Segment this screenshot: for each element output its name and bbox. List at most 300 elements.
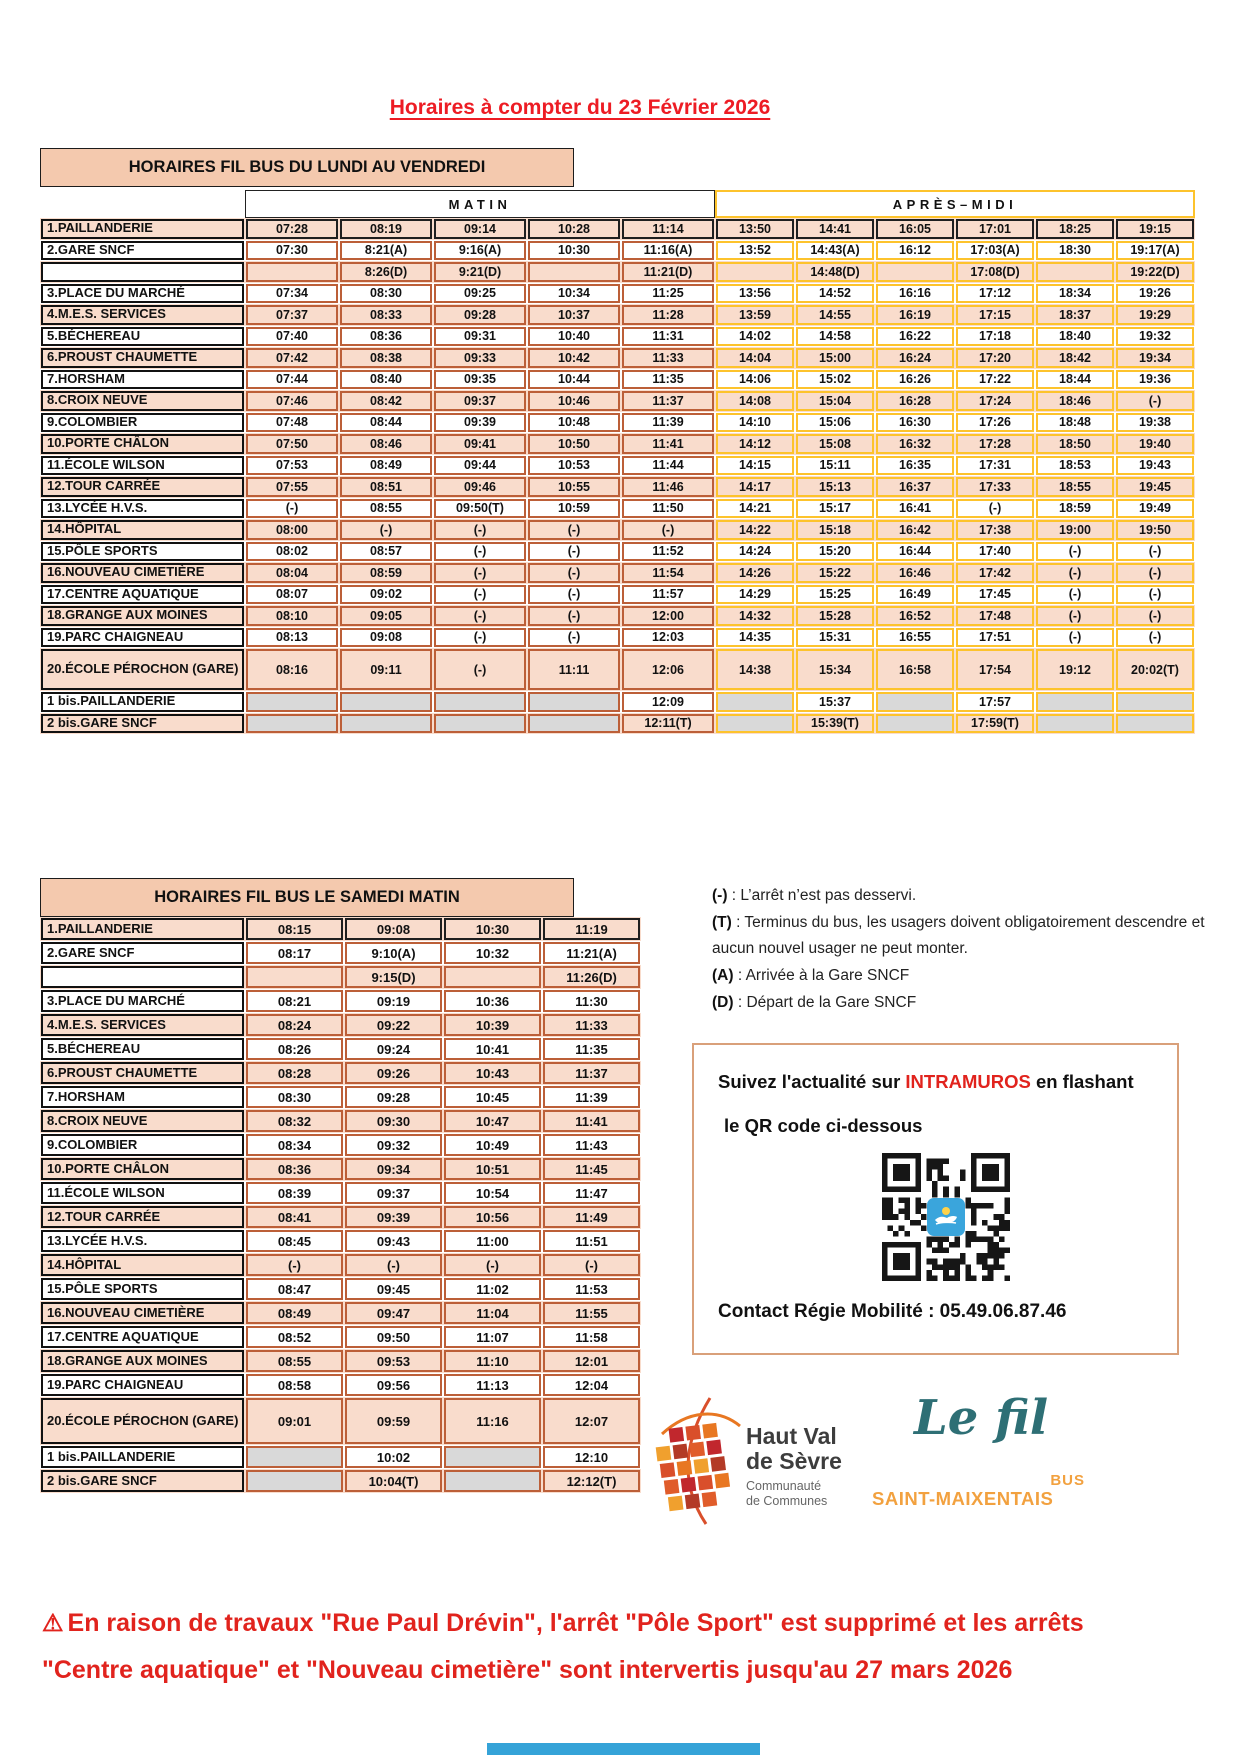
stop-name-cell: 6.PROUST CHAUMETTE: [41, 348, 244, 368]
time-cell: [1116, 714, 1194, 734]
stop-name-cell: 1.PAILLANDERIE: [41, 918, 244, 940]
time-cell: 11:13: [444, 1374, 541, 1396]
time-cell: 17:12: [956, 284, 1034, 304]
time-cell: 09:31: [434, 327, 526, 347]
time-cell: 11:26(D): [543, 966, 640, 988]
time-cell: 12:10: [543, 1446, 640, 1468]
time-cell: 09:53: [345, 1350, 442, 1372]
time-cell: 18:30: [1036, 241, 1114, 261]
time-cell: 08:42: [340, 391, 432, 411]
table-row: [40, 412, 1195, 434]
stop-name-cell: 14.HÔPITAL: [41, 1254, 244, 1276]
time-cell: 18:50: [1036, 434, 1114, 454]
time-cell: 12:03: [622, 628, 714, 648]
time-cell: 09:24: [345, 1038, 442, 1060]
info-title-line2: le QR code ci-dessous: [724, 1115, 923, 1136]
time-cell: 11:16: [444, 1398, 541, 1444]
time-cell: 11:43: [543, 1134, 640, 1156]
time-cell: (-): [246, 499, 338, 519]
time-cell: 09:14: [434, 219, 526, 239]
time-cell: 14:26: [716, 563, 794, 583]
time-cell: [716, 714, 794, 734]
stop-name-cell: 13.LYCÉE H.V.S.: [41, 499, 244, 519]
time-cell: 09:43: [345, 1230, 442, 1252]
time-cell: (-): [956, 499, 1034, 519]
time-cell: 11:51: [543, 1230, 640, 1252]
time-cell: 17:45: [956, 585, 1034, 605]
legend-item-arrival: [712, 963, 1212, 989]
contact-phone: Contact Régie Mobilité : 05.49.06.87.46: [718, 1301, 1067, 1322]
stop-name-cell: 8.CROIX NEUVE: [41, 1110, 244, 1132]
table-row: [40, 218, 1195, 240]
time-cell: 17:31: [956, 456, 1034, 476]
time-cell: [1036, 262, 1114, 282]
time-cell: 07:28: [246, 219, 338, 239]
time-cell: 16:55: [876, 628, 954, 648]
time-cell: 11:41: [622, 434, 714, 454]
time-cell: 18:53: [1036, 456, 1114, 476]
time-cell: 16:58: [876, 649, 954, 690]
time-cell: 18:46: [1036, 391, 1114, 411]
time-cell: 11:14: [622, 219, 714, 239]
time-cell: 15:08: [796, 434, 874, 454]
time-cell: 11:52: [622, 542, 714, 562]
time-cell: 15:04: [796, 391, 874, 411]
info-title: Suivez l'actualité sur INTRAMUROS en flashant: [718, 1071, 1134, 1092]
time-cell: 10:40: [528, 327, 620, 347]
table-row: [40, 369, 1195, 391]
stop-name-cell: 7.HORSHAM: [41, 370, 244, 390]
stop-name-cell: 9.COLOMBIER: [41, 413, 244, 433]
stop-name-cell: 9.COLOMBIER: [41, 1134, 244, 1156]
legend-prefix: (T): [712, 914, 732, 931]
time-cell: 11:39: [543, 1086, 640, 1108]
table-row: [40, 1277, 641, 1301]
stop-name-cell: 20.ÉCOLE PÉROCHON (GARE): [41, 649, 244, 690]
time-cell: [876, 714, 954, 734]
time-cell: 14:04: [716, 348, 794, 368]
time-cell: (-): [1036, 585, 1114, 605]
time-cell: 18:34: [1036, 284, 1114, 304]
time-cell: 15:06: [796, 413, 874, 433]
time-cell: 08:55: [340, 499, 432, 519]
time-cell: 17:08(D): [956, 262, 1034, 282]
time-cell: 16:35: [876, 456, 954, 476]
time-cell: 08:45: [246, 1230, 343, 1252]
time-cell: 14:41: [796, 219, 874, 239]
time-cell: 19:36: [1116, 370, 1194, 390]
table-row: [40, 965, 641, 989]
time-cell: 13:50: [716, 219, 794, 239]
period-header-spacer: [40, 190, 245, 218]
time-cell: (-): [528, 628, 620, 648]
time-cell: 18:25: [1036, 219, 1114, 239]
table-row: [40, 498, 1195, 520]
time-cell: 12:01: [543, 1350, 640, 1372]
table-row: [40, 941, 641, 965]
time-cell: 08:30: [340, 284, 432, 304]
time-cell: 10:32: [444, 942, 541, 964]
time-cell: 18:42: [1036, 348, 1114, 368]
legend-item-departure: [712, 990, 1212, 1016]
stop-name-cell: 13.LYCÉE H.V.S.: [41, 1230, 244, 1252]
time-cell: 09:45: [345, 1278, 442, 1300]
time-cell: [716, 262, 794, 282]
time-cell: 11:07: [444, 1326, 541, 1348]
time-cell: 10:37: [528, 305, 620, 325]
time-cell: 11:33: [543, 1014, 640, 1036]
time-cell: 08:49: [246, 1302, 343, 1324]
time-cell: 18:44: [1036, 370, 1114, 390]
time-cell: 19:32: [1116, 327, 1194, 347]
time-cell: 18:48: [1036, 413, 1114, 433]
time-cell: 15:28: [796, 606, 874, 626]
time-cell: 10:48: [528, 413, 620, 433]
time-cell: 08:41: [246, 1206, 343, 1228]
table-row: [40, 1349, 641, 1373]
time-cell: 08:38: [340, 348, 432, 368]
time-cell: 11:58: [543, 1326, 640, 1348]
time-cell: 10:49: [444, 1134, 541, 1156]
time-cell: 10:51: [444, 1158, 541, 1180]
table-row: [40, 283, 1195, 305]
stop-name-cell: [41, 966, 244, 988]
time-cell: 10:54: [444, 1182, 541, 1204]
time-cell: 14:43(A): [796, 241, 874, 261]
time-cell: 9:10(A): [345, 942, 442, 964]
time-cell: 09:50: [345, 1326, 442, 1348]
stop-name-cell: 19.PARC CHAIGNEAU: [41, 628, 244, 648]
time-cell: (-): [1116, 606, 1194, 626]
time-cell: 12:11(T): [622, 714, 714, 734]
table-row: [40, 1061, 641, 1085]
time-cell: 10:46: [528, 391, 620, 411]
time-cell: 09:37: [434, 391, 526, 411]
table-row: [40, 1325, 641, 1349]
haut-val-de-sevre-logo: [648, 1394, 883, 1534]
hvs-mosaic-icon: [648, 1394, 748, 1529]
time-cell: [340, 692, 432, 712]
time-cell: 19:00: [1036, 520, 1114, 540]
time-cell: 07:50: [246, 434, 338, 454]
time-cell: (-): [345, 1254, 442, 1276]
time-cell: 07:53: [246, 456, 338, 476]
time-cell: 14:58: [796, 327, 874, 347]
time-cell: (-): [1036, 606, 1114, 626]
time-cell: (-): [1116, 628, 1194, 648]
table-row: [40, 648, 1195, 691]
time-cell: (-): [434, 563, 526, 583]
time-cell: 15:00: [796, 348, 874, 368]
time-cell: 11:33: [622, 348, 714, 368]
stop-name-cell: 7.HORSHAM: [41, 1086, 244, 1108]
time-cell: [444, 1470, 541, 1492]
time-cell: 19:49: [1116, 499, 1194, 519]
footer-bar: [487, 1743, 760, 1755]
table-row: [40, 562, 1195, 584]
legend-item-not-served: [712, 883, 1212, 909]
time-cell: 14:48(D): [796, 262, 874, 282]
time-cell: 11:44: [622, 456, 714, 476]
saturday-timetable: [40, 917, 641, 1493]
time-cell: 07:30: [246, 241, 338, 261]
time-cell: 14:38: [716, 649, 794, 690]
time-cell: 10:50: [528, 434, 620, 454]
time-cell: 11:53: [543, 1278, 640, 1300]
time-cell: 14:02: [716, 327, 794, 347]
table-row: [40, 917, 641, 941]
time-cell: 08:33: [340, 305, 432, 325]
table-row: [40, 433, 1195, 455]
time-cell: 11:35: [543, 1038, 640, 1060]
time-cell: 16:16: [876, 284, 954, 304]
time-cell: 17:54: [956, 649, 1034, 690]
time-cell: 17:20: [956, 348, 1034, 368]
time-cell: 09:44: [434, 456, 526, 476]
stop-name-cell: 2 bis.GARE SNCF: [41, 1470, 244, 1492]
time-cell: 11:37: [622, 391, 714, 411]
time-cell: 15:22: [796, 563, 874, 583]
time-cell: 20:02(T): [1116, 649, 1194, 690]
time-cell: 18:59: [1036, 499, 1114, 519]
time-cell: 09:22: [345, 1014, 442, 1036]
table-row: [40, 691, 1195, 713]
hvs-name-line2: de Sèvre: [746, 1448, 842, 1474]
weekday-timetable: [40, 190, 1195, 734]
warning-line2: "Centre aquatique" et "Nouveau cimetière" sont intervertis jusqu'au 27 mars 2026: [42, 1656, 1013, 1684]
stop-name-cell: 1.PAILLANDERIE: [41, 219, 244, 239]
time-cell: 18:40: [1036, 327, 1114, 347]
time-cell: 07:40: [246, 327, 338, 347]
time-cell: [444, 966, 541, 988]
table-row: [40, 476, 1195, 498]
time-cell: 09:01: [246, 1398, 343, 1444]
time-cell: 11:50: [622, 499, 714, 519]
time-cell: 14:29: [716, 585, 794, 605]
time-cell: (-): [434, 649, 526, 690]
time-cell: 16:24: [876, 348, 954, 368]
time-cell: 09:28: [345, 1086, 442, 1108]
time-cell: 09:32: [345, 1134, 442, 1156]
time-cell: 10:55: [528, 477, 620, 497]
time-cell: (-): [434, 585, 526, 605]
time-cell: [876, 692, 954, 712]
apres-midi-header: APRÈS–MIDI: [715, 190, 1195, 218]
time-cell: 08:49: [340, 456, 432, 476]
time-cell: 16:05: [876, 219, 954, 239]
time-cell: 09:41: [434, 434, 526, 454]
table-row: [40, 304, 1195, 326]
time-cell: 14:21: [716, 499, 794, 519]
time-cell: 08:19: [340, 219, 432, 239]
time-cell: 16:28: [876, 391, 954, 411]
time-cell: [246, 714, 338, 734]
time-cell: 16:30: [876, 413, 954, 433]
time-cell: (-): [1036, 563, 1114, 583]
page-title: Horaires à compter du 23 Février 2026: [389, 96, 771, 119]
intramuros-info-box: [692, 1043, 1179, 1355]
time-cell: 11:21(D): [622, 262, 714, 282]
stop-name-cell: 2 bis.GARE SNCF: [41, 714, 244, 734]
time-cell: 19:12: [1036, 649, 1114, 690]
roadworks-warning: [42, 1600, 1217, 1693]
stop-name-cell: 2.GARE SNCF: [41, 942, 244, 964]
warning-line1: ⚠ En raison de travaux "Rue Paul Drévin", l'arrêt "Pôle Sport" est supprimé et les arrêts: [42, 1609, 1084, 1637]
time-cell: 11:10: [444, 1350, 541, 1372]
time-cell: 10:04(T): [345, 1470, 442, 1492]
time-cell: 08:17: [246, 942, 343, 964]
table-row: [40, 1469, 641, 1493]
time-cell: (-): [528, 520, 620, 540]
time-cell: 15:17: [796, 499, 874, 519]
legend-text: : Terminus du bus, les usagers doivent obligatoirement descendre et aucun nouvel usager ne peut monter.: [712, 914, 1205, 957]
stop-name-cell: 3.PLACE DU MARCHÉ: [41, 990, 244, 1012]
time-cell: (-): [1116, 563, 1194, 583]
time-cell: (-): [444, 1254, 541, 1276]
time-cell: 08:16: [246, 649, 338, 690]
time-cell: 17:40: [956, 542, 1034, 562]
time-cell: 08:55: [246, 1350, 343, 1372]
stop-name-cell: 16.NOUVEAU CIMETIÈRE: [41, 1302, 244, 1324]
time-cell: 19:45: [1116, 477, 1194, 497]
time-cell: (-): [528, 606, 620, 626]
time-cell: 10:41: [444, 1038, 541, 1060]
stop-name-cell: 1 bis.PAILLANDERIE: [41, 692, 244, 712]
table-row: [40, 1133, 641, 1157]
time-cell: 17:28: [956, 434, 1034, 454]
time-cell: 11:54: [622, 563, 714, 583]
time-cell: 17:15: [956, 305, 1034, 325]
time-cell: 17:01: [956, 219, 1034, 239]
table-row: [40, 627, 1195, 649]
table-row: [40, 1253, 641, 1277]
time-cell: 12:09: [622, 692, 714, 712]
legend-item-terminus: [712, 910, 1212, 962]
stop-name-cell: 11.ÉCOLE WILSON: [41, 456, 244, 476]
time-cell: 8:26(D): [340, 262, 432, 282]
time-cell: 9:16(A): [434, 241, 526, 261]
time-cell: 16:44: [876, 542, 954, 562]
time-cell: 08:47: [246, 1278, 343, 1300]
time-cell: [434, 714, 526, 734]
time-cell: 07:34: [246, 284, 338, 304]
table-row: [40, 1397, 641, 1445]
time-cell: 11:39: [622, 413, 714, 433]
time-cell: 08:46: [340, 434, 432, 454]
time-cell: 10:42: [528, 348, 620, 368]
table-row: [40, 989, 641, 1013]
stop-name-cell: 15.PÔLE SPORTS: [41, 542, 244, 562]
time-cell: 09:39: [434, 413, 526, 433]
time-cell: 17:18: [956, 327, 1034, 347]
table-row: [40, 1205, 641, 1229]
time-cell: 09:59: [345, 1398, 442, 1444]
time-cell: (-): [1116, 585, 1194, 605]
time-cell: 12:04: [543, 1374, 640, 1396]
time-cell: [246, 1446, 343, 1468]
table-row: [40, 261, 1195, 283]
time-cell: 09:34: [345, 1158, 442, 1180]
stop-name-cell: 2.GARE SNCF: [41, 241, 244, 261]
time-cell: 07:37: [246, 305, 338, 325]
time-cell: 11:49: [543, 1206, 640, 1228]
time-cell: 14:22: [716, 520, 794, 540]
time-cell: 17:48: [956, 606, 1034, 626]
stop-name-cell: 11.ÉCOLE WILSON: [41, 1182, 244, 1204]
time-cell: 10:39: [444, 1014, 541, 1036]
time-cell: [246, 262, 338, 282]
time-cell: (-): [246, 1254, 343, 1276]
time-cell: [528, 714, 620, 734]
legend-text: : Départ de la Gare SNCF: [733, 994, 917, 1011]
time-cell: 16:52: [876, 606, 954, 626]
stop-name-cell: 5.BÉCHEREAU: [41, 327, 244, 347]
time-cell: 08:13: [246, 628, 338, 648]
stop-name-cell: 16.NOUVEAU CIMETIÈRE: [41, 563, 244, 583]
time-cell: 09:37: [345, 1182, 442, 1204]
stop-name-cell: 10.PORTE CHÂLON: [41, 1158, 244, 1180]
time-cell: 15:31: [796, 628, 874, 648]
time-cell: [528, 692, 620, 712]
time-cell: 19:34: [1116, 348, 1194, 368]
time-cell: 08:59: [340, 563, 432, 583]
time-cell: 17:24: [956, 391, 1034, 411]
stop-name-cell: [41, 262, 244, 282]
time-cell: [444, 1446, 541, 1468]
time-cell: (-): [434, 520, 526, 540]
time-cell: 08:30: [246, 1086, 343, 1108]
time-cell: 14:55: [796, 305, 874, 325]
hvs-sub-line1: Communauté: [746, 1479, 822, 1493]
time-cell: 08:40: [340, 370, 432, 390]
stop-name-cell: 10.PORTE CHÂLON: [41, 434, 244, 454]
time-cell: 10:53: [528, 456, 620, 476]
time-cell: 11:21(A): [543, 942, 640, 964]
table-row: [40, 1157, 641, 1181]
legend-prefix: (-): [712, 887, 728, 904]
legend-text: : Arrivée à la Gare SNCF: [733, 967, 910, 984]
time-cell: 16:49: [876, 585, 954, 605]
time-cell: 19:22(D): [1116, 262, 1194, 282]
time-cell: 14:12: [716, 434, 794, 454]
stop-name-cell: 18.GRANGE AUX MOINES: [41, 1350, 244, 1372]
time-cell: 09:05: [340, 606, 432, 626]
table-row: [40, 1037, 641, 1061]
time-cell: 17:51: [956, 628, 1034, 648]
stop-name-cell: 17.CENTRE AQUATIQUE: [41, 1326, 244, 1348]
time-cell: 16:12: [876, 241, 954, 261]
time-cell: 09:08: [345, 918, 442, 940]
time-cell: 09:02: [340, 585, 432, 605]
stop-name-cell: 18.GRANGE AUX MOINES: [41, 606, 244, 626]
time-cell: 11:45: [543, 1158, 640, 1180]
time-cell: [246, 966, 343, 988]
time-cell: 10:28: [528, 219, 620, 239]
stop-name-cell: 4.M.E.S. SERVICES: [41, 1014, 244, 1036]
time-cell: 16:37: [876, 477, 954, 497]
time-cell: 15:25: [796, 585, 874, 605]
stop-name-cell: 5.BÉCHEREAU: [41, 1038, 244, 1060]
time-cell: 12:07: [543, 1398, 640, 1444]
table-row: [40, 1109, 641, 1133]
time-cell: 13:52: [716, 241, 794, 261]
time-cell: 11:37: [543, 1062, 640, 1084]
time-cell: [340, 714, 432, 734]
time-cell: [1036, 714, 1114, 734]
table-row: [40, 1013, 641, 1037]
time-cell: 08:57: [340, 542, 432, 562]
time-cell: 11:57: [622, 585, 714, 605]
